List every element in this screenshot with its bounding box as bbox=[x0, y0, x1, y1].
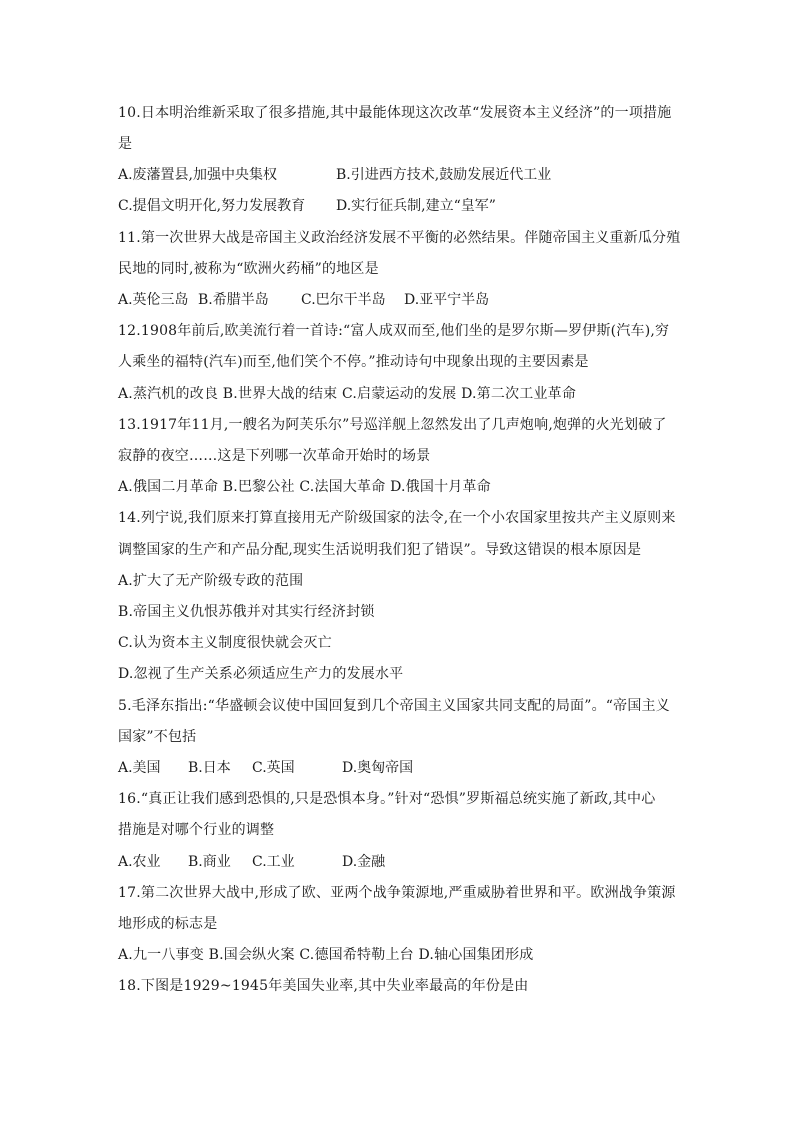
question-14-option-c: C.认为资本主义制度很快就会灭亡 bbox=[118, 635, 332, 651]
question-14-option-b: B.帝国主义仇恨苏俄并对其实行经济封锁 bbox=[118, 604, 375, 620]
question-10-option-d: D.实行征兵制,建立“皇军” bbox=[336, 198, 496, 214]
question-11-stem-line-1: 11.第一次世界大战是帝国主义政治经济发展不平衡的必然结果。伴随帝国主义重新瓜分殖 bbox=[118, 230, 681, 246]
question-13-options: A.俄国二月革命 B.巴黎公社 C.法国大革命 D.俄国十月革命 bbox=[118, 479, 491, 495]
question-15-stem-line-1: 5.毛泽东指出:“华盛顿会议使中国回复到几个帝国主义国家共同支配的局面”。“帝国主义 bbox=[118, 698, 670, 714]
question-11-option-c: C.巴尔干半岛 bbox=[301, 292, 386, 308]
question-10-stem-line-1: 10.日本明治维新采取了很多措施,其中最能体现这次改革“发展资本主义经济”的一项措施 bbox=[118, 105, 672, 121]
question-17-stem-line-2: 地形成的标志是 bbox=[118, 916, 218, 932]
question-11-stem-line-2: 民地的同时,被称为“欧洲火药桶”的地区是 bbox=[118, 261, 379, 277]
question-14-option-a: A.扩大了无产阶级专政的范围 bbox=[118, 573, 304, 589]
question-10-options-row-2 bbox=[118, 196, 678, 216]
question-14-option-d: D.忽视了生产关系必须适应生产力的发展水平 bbox=[118, 666, 404, 682]
question-18-stem-line-1: 18.下图是1929~1945年美国失业率,其中失业率最高的年份是由 bbox=[118, 978, 529, 994]
question-17-options: A.九一八事变 B.国会纵火案 C.德国希特勒上台 D.轴心国集团形成 bbox=[118, 947, 534, 963]
question-10-stem-line-2: 是 bbox=[118, 136, 133, 152]
question-10-option-a: A.废藩置县,加强中央集权 bbox=[118, 167, 278, 183]
question-16-options bbox=[118, 852, 678, 872]
question-11-options bbox=[118, 290, 678, 310]
question-16-stem-line-2: 措施是对哪个行业的调整 bbox=[118, 822, 275, 838]
question-16-option-a: A.农业 bbox=[118, 854, 161, 870]
question-11-option-d: D.亚平宁半岛 bbox=[404, 292, 490, 308]
question-10-options-row-1 bbox=[118, 165, 678, 185]
question-11-option-b: B.希腊半岛 bbox=[198, 292, 269, 308]
question-12-stem-line-1: 12.1908年前后,欧美流行着一首诗:“富人成双而至,他们坐的是罗尔斯—罗伊斯(汽车),穷 bbox=[118, 323, 670, 339]
question-17-stem-line-1: 17.第二次世界大战中,形成了欧、亚两个战争策源地,严重威胁着世界和平。欧洲战争策源 bbox=[118, 885, 676, 901]
question-16-option-b: B.商业 bbox=[188, 854, 231, 870]
question-11-option-a: A.英伦三岛 bbox=[118, 292, 189, 308]
question-16-stem-line-1: 16.“真正让我们感到恐惧的,只是恐惧本身。”针对“恐惧”罗斯福总统实施了新政,其中心 bbox=[118, 791, 656, 807]
question-13-stem-line-2: 寂静的夜空……这是下列哪一次革命开始时的场景 bbox=[118, 448, 431, 464]
question-15-options bbox=[118, 758, 678, 778]
question-14-stem-line-2: 调整国家的生产和产品分配,现实生活说明我们犯了错误”。导致这错误的根本原因是 bbox=[118, 542, 642, 558]
question-12-options: A.蒸汽机的改良 B.世界大战的结束 C.启蒙运动的发展 D.第二次工业革命 bbox=[118, 386, 577, 402]
question-12-stem-line-2: 人乘坐的福特(汽车)而至,他们笑个不停。”推动诗句中现象出现的主要因素是 bbox=[118, 354, 589, 370]
question-16-option-c: C.工业 bbox=[252, 854, 295, 870]
question-15-stem-line-2: 国家”不包括 bbox=[118, 729, 197, 745]
question-10-option-b: B.引进西方技术,鼓励发展近代工业 bbox=[336, 167, 552, 183]
question-10-option-c: C.提倡文明开化,努力发展教育 bbox=[118, 198, 306, 214]
question-15-option-c: C.英国 bbox=[252, 760, 295, 776]
question-13-stem-line-1: 13.1917年11月,一艘名为阿芙乐尔”号巡洋舰上忽然发出了几声炮响,炮弹的火光划破了 bbox=[118, 417, 667, 433]
question-16-option-d: D.金融 bbox=[342, 854, 386, 870]
question-14-stem-line-1: 14.列宁说,我们原来打算直接用无产阶级国家的法令,在一个小农国家里按共产主义原则来 bbox=[118, 510, 676, 526]
question-15-option-b: B.日本 bbox=[188, 760, 231, 776]
question-15-option-a: A.美国 bbox=[118, 760, 161, 776]
question-15-option-d: D.奥匈帝国 bbox=[342, 760, 414, 776]
